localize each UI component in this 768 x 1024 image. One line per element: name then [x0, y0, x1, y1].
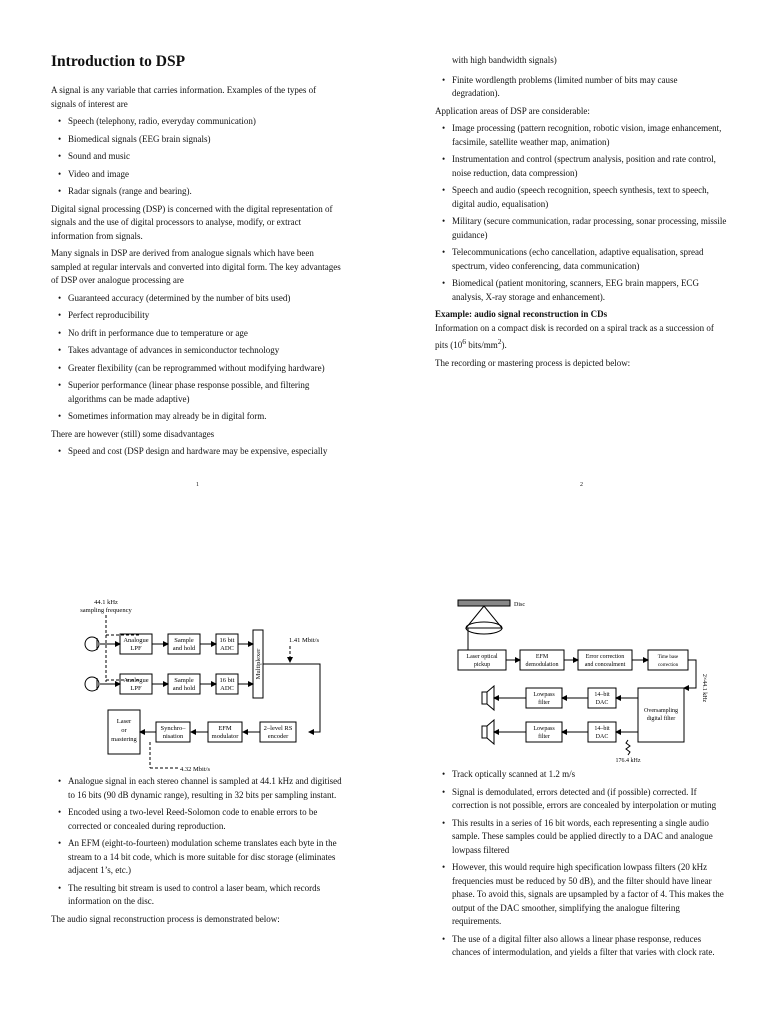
list-item: • Superior performance (linear phase response possible, and filtering algorithms can be made adaptive) — [68, 379, 343, 406]
disc-label: Disc — [514, 602, 525, 608]
page-1 — [51, 52, 343, 463]
recording-bullets — [51, 775, 343, 909]
list-item: • Sound and music — [68, 150, 343, 164]
page-3 — [51, 775, 343, 930]
speaker-icon — [482, 720, 494, 744]
list-item: • Telecommunications (echo cancellation, adaptive equalisation, spread spectrum, video conferencing, data communication) — [452, 246, 727, 273]
microphone-icon — [85, 637, 99, 651]
list-item: • Perfect reproducibility — [68, 309, 343, 323]
lpf-label-2: LPF — [130, 685, 142, 692]
err-label-1: Error correction — [585, 654, 625, 660]
lpf-label-2: filter — [538, 734, 550, 740]
list-item: • Guaranteed accuracy (determined by the number of bits used) — [68, 292, 343, 306]
dac-label-2: DAC — [595, 734, 609, 740]
application-areas-list — [435, 122, 727, 304]
sampling-label-2: sampling frequency — [80, 607, 132, 614]
dac-label-1: 14–bit — [594, 726, 610, 732]
recording-process-diagram — [50, 590, 340, 780]
rate-label-2: 4.32 Mbit/s — [180, 766, 210, 773]
list-item: • Video and image — [68, 168, 343, 182]
list-item: • Image processing (pattern recognition, robotic vision, image enhancement, facsimile, satellite weather map, animation) — [452, 122, 727, 149]
example-sup-2: 2 — [497, 337, 502, 346]
page-number-1: 1 — [196, 482, 199, 488]
efm-label-1: EFM — [535, 654, 549, 660]
disadvantages-list — [51, 445, 343, 459]
rs-label-1: 2–level RS — [263, 725, 293, 732]
example-text-post: ). — [501, 340, 507, 350]
list-item: • Finite wordlength problems (limited number of bits may cause degradation). — [452, 74, 727, 101]
list-item: • Takes advantage of advances in semiconductor technology — [68, 344, 343, 358]
adc-label-2: ADC — [220, 645, 234, 652]
sampling-label-1: 44.1 kHz — [94, 599, 118, 606]
example-heading: Example: audio signal reconstruction in CDs — [435, 309, 608, 319]
tbc-label-2: correction — [657, 663, 679, 668]
recording-intro: The recording or mastering process is depicted below: — [435, 357, 631, 368]
adc-label-1: 16 bit — [219, 677, 235, 684]
example-sup-1: 6 — [462, 337, 467, 346]
lpf-label-2: filter — [538, 700, 550, 706]
sync-label-2: nisation — [162, 733, 184, 740]
list-item: • Military (secure communication, radar processing, sonar processing, missile guidance) — [452, 215, 727, 242]
list-item: • Speed and cost (DSP design and hardware may be expensive, especially — [68, 445, 343, 459]
lpf-label-1: Lowpass — [533, 726, 555, 732]
pickup-label-1: Laser optical — [466, 654, 498, 660]
sh-label-2: and hold — [172, 645, 196, 652]
application-areas-intro: Application areas of DSP are considerable: — [435, 105, 590, 116]
laser-beam-icon — [466, 606, 502, 628]
list-item: • No drift in performance due to temperature or age — [68, 327, 343, 341]
dsp-definition-paragraph: Digital signal processing (DSP) is concerned with the digital representation of signals and the use of digital processors to analyse, modify, or extract information from signals. — [51, 203, 333, 241]
signals-list — [51, 115, 343, 199]
advantages-intro-paragraph: Many signals in DSP are derived from analogue signals which have been sampled at regular intervals and converted into digital form. The key advantages of DSP over analogue processing are — [51, 248, 341, 285]
sync-label-1: Synchro– — [160, 725, 186, 732]
list-item: • Biomedical (patient monitoring, scanners, EEG brain mappers, ECG analysis, X-ray storage and enhancement). — [452, 277, 727, 304]
adc-label-1: 16 bit — [219, 637, 235, 644]
tbc-label-1: Time base — [657, 655, 679, 660]
oversampling-filter-box — [638, 688, 684, 742]
list-item: • Sometimes information may already be in digital form. — [68, 410, 343, 424]
list-item: • Speech and audio (speech recognition, speech synthesis, text to speech, digital audio, equalisation) — [452, 184, 727, 211]
disadvantages-intro-paragraph: There are however (still) some disadvantages — [51, 428, 215, 439]
laser-label-1: Laser — [116, 718, 132, 725]
err-label-2: and concealment — [584, 662, 626, 668]
list-item: • Encoded using a two-level Reed-Solomon code to enable errors to be corrected or concealed during reproduction. — [68, 806, 343, 833]
page-4 — [435, 768, 727, 964]
reconstruction-intro: The audio signal reconstruction process is demonstrated below: — [51, 913, 280, 924]
os-label-1: Oversampling — [644, 708, 678, 714]
list-item: • The resulting bit stream is used to control a laser beam, which records information on the disc. — [68, 882, 343, 909]
lpf-label-1: Analogue — [123, 637, 149, 644]
list-item: • Greater flexibility (can be reprogrammed without modifying hardware) — [68, 362, 343, 376]
reconstruction-bullets — [435, 768, 727, 960]
lpf-label-1: Analogue — [123, 677, 149, 684]
efm-label-1: EFM — [218, 725, 232, 732]
adc-label-2: ADC — [220, 685, 234, 692]
freq-label-2: 176.4 kHz — [615, 758, 641, 764]
continued-text: with high bandwidth signals) — [452, 55, 557, 65]
list-item: • Analogue signal in each stereo channel is sampled at 44.1 kHz and digitised to 16 bits (90 dB dynamic range), resulting in 32 bits per sampling instant. — [68, 775, 343, 802]
intro-paragraph: A signal is any variable that carries information. Examples of the types of signals of interest are — [51, 85, 317, 109]
lpf-label-2: LPF — [130, 645, 142, 652]
list-item: • This results in a series of 16 bit words, each representing a single audio sample. These samples could be applied directly to a DAC and analogue lowpass filtered — [452, 817, 727, 858]
os-label-2: digital filter — [646, 716, 676, 722]
multiplexer-label: Multiplexer — [255, 648, 262, 680]
example-text-pre: Information on a compact disk is recorded on a spiral track as a succession of pits (10 — [435, 322, 714, 350]
freq-label-1: 2×44.1 kHz — [701, 673, 707, 703]
list-item: • Instrumentation and control (spectrum analysis, position and rate control, noise reduction, data compression) — [452, 153, 727, 180]
list-item: • An EFM (eight-to-fourteen) modulation scheme translates each byte in the stream to a 14 bit code, which is more suitable for disc storage (eliminates adjacent 1’s, etc.) — [68, 837, 343, 878]
speaker-icon — [482, 686, 494, 710]
list-item: • Signal is demodulated, errors detected and (if possible) corrected. If correction is not possible, errors are concealed by interpolation or muting — [452, 786, 727, 813]
sh-label-1: Sample — [174, 677, 194, 684]
efm-label-2: demodulation — [525, 662, 559, 668]
example-text-mid: bits/mm — [466, 340, 498, 350]
list-item: • Biomedical signals (EEG brain signals) — [68, 133, 343, 147]
page-title: Introduction to DSP — [51, 53, 186, 70]
dac-label-2: DAC — [595, 700, 609, 706]
pickup-label-2: pickup — [473, 662, 491, 668]
disc-icon — [458, 600, 510, 606]
laser-label-3: mastering — [111, 736, 137, 743]
sh-label-2: and hold — [172, 685, 196, 692]
list-item: • Track optically scanned at 1.2 m/s — [452, 768, 727, 782]
page-number-2: 2 — [580, 482, 583, 488]
page-2 — [435, 54, 727, 374]
advantages-list — [51, 292, 343, 424]
reconstruction-process-diagram — [440, 592, 730, 768]
list-item: • Radar signals (range and bearing). — [68, 185, 343, 199]
dac-label-1: 14–bit — [594, 692, 610, 698]
rs-label-2: encoder — [267, 733, 289, 740]
rate-label-1: 1.41 Mbit/s — [289, 637, 319, 644]
example-paragraph — [435, 322, 727, 353]
list-item: • The use of a digital filter also allows a linear phase response, reduces chances of intermodulation, and yields a filter that varies with clock rate. — [452, 933, 727, 960]
microphone-icon — [85, 677, 99, 691]
laser-label-2: or — [121, 727, 127, 734]
list-item: • Speech (telephony, radio, everyday communication) — [68, 115, 343, 129]
lpf-label-1: Lowpass — [533, 692, 555, 698]
list-item: • However, this would require high specification lowpass filters (20 kHz frequencies must be reduced by 50 dB), and the filter should have linear phase. To avoid this, signals are upsampled by a factor of 4. This makes the output of the DAC smoother, simplifying the analogue filtering requirements. — [452, 861, 727, 929]
efm-label-2: modulator — [211, 733, 239, 740]
disadvantages-list-cont — [435, 74, 727, 101]
sh-label-1: Sample — [174, 637, 194, 644]
